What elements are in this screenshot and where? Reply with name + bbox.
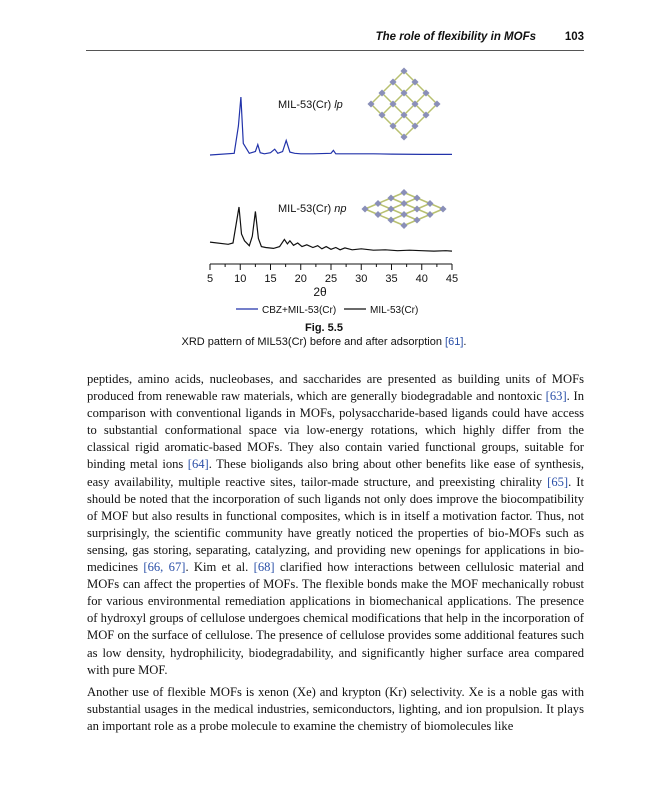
lp-lattice-illustration: [367, 67, 440, 140]
x-tick-label: 15: [264, 273, 277, 285]
text-run: peptides, amino acids, nucleobases, and saccharides are presented as building units of MOFs produced from renewable raw materials, which are generally biodegradable and nontoxic: [87, 372, 584, 404]
figure-label: Fig. 5.5: [305, 322, 343, 334]
citation-link[interactable]: [64]: [187, 457, 209, 472]
citation-link[interactable]: [65]: [547, 474, 569, 489]
x-tick-label: 40: [415, 273, 428, 285]
x-tick-label: 30: [355, 273, 368, 285]
body-paragraph-1: [87, 371, 584, 679]
text-run: . Kim et al.: [185, 560, 254, 575]
figure-caption: XRD pattern of MIL53(Cr) before and after adsorption [61].: [181, 336, 467, 348]
caption-citation[interactable]: [61]: [445, 336, 464, 348]
annotation-np: MIL-53(Cr) np: [278, 203, 347, 215]
x-axis-label: 2θ: [313, 285, 327, 299]
citation-link[interactable]: [63]: [545, 389, 567, 404]
running-title: The role of flexibility in MOFs: [375, 31, 536, 43]
page-number: 103: [564, 31, 584, 43]
text-run: clarified how interactions between cellulosic material and MOFs can affect the properties of MOFs. The flexible bonds make the MOF mechanically robust for various environmental remediation applications in biomechanical applications. The presence of hydroxyl groups of cellulose undergoes chemical modifications that help in the incorporation of MOF on the surface of cellulose. The presence of cellulose provides some additional features such as low density, hydrophilicity, biodegradability, and significantly higher surface area compared with pure MOF.: [87, 560, 584, 677]
x-tick-label: 35: [385, 273, 398, 285]
x-tick-label: 20: [294, 273, 307, 285]
body-paragraph-2: Another use of flexible MOFs is xenon (Xe) and krypton (Kr) selectivity. Xe is a noble gas with substantial usages in the medical industries, semiconductors, lighting, and ion propulsion. It plays an important role as a probe molecule to examine the chemistry of biomolecules like: [87, 685, 584, 734]
citation-link[interactable]: [66, 67]: [143, 560, 186, 575]
x-tick-label: 45: [445, 273, 459, 285]
annotation-lp: MIL-53(Cr) lp: [278, 99, 343, 111]
legend-label-mil53: MIL-53(Cr): [370, 305, 419, 316]
citation-link[interactable]: [68]: [253, 560, 275, 575]
legend-label-cbz: CBZ+MIL-53(Cr): [262, 305, 337, 316]
text-run: . In comparison with conventional ligands in MOFs, polysaccharide-based ligands could have access to substantial conformational space via low-energy rotations, which highly differ from the classical rigid aromatic-based MOFs. They also contain varied functional groups, suitable for binding metal ions: [87, 389, 585, 472]
x-tick-label: 10: [234, 273, 247, 285]
xrd-figure: [0, 0, 648, 330]
x-tick-label: 25: [324, 273, 338, 285]
x-tick-label: 5: [206, 273, 214, 285]
text-run: . These bioligands also bring about other benefits like ease of synthesis, easy availability, multiple reactive sites, tailor-made structure, and preexisting chirality: [87, 457, 584, 489]
text-run: . It should be noted that the incorporation of such ligands not only does improve the biocompatibility of MOF but also results in functional composites, which is in itself a motivation factor. Thus, not surprisingly, the scientific community have greatly noticed the properties of bio-MOFs such as sensing, gas storing, separating, catalyzing, and providing new openings for applications in bio-medicines: [87, 474, 584, 575]
np-lattice-illustration: [361, 189, 446, 229]
